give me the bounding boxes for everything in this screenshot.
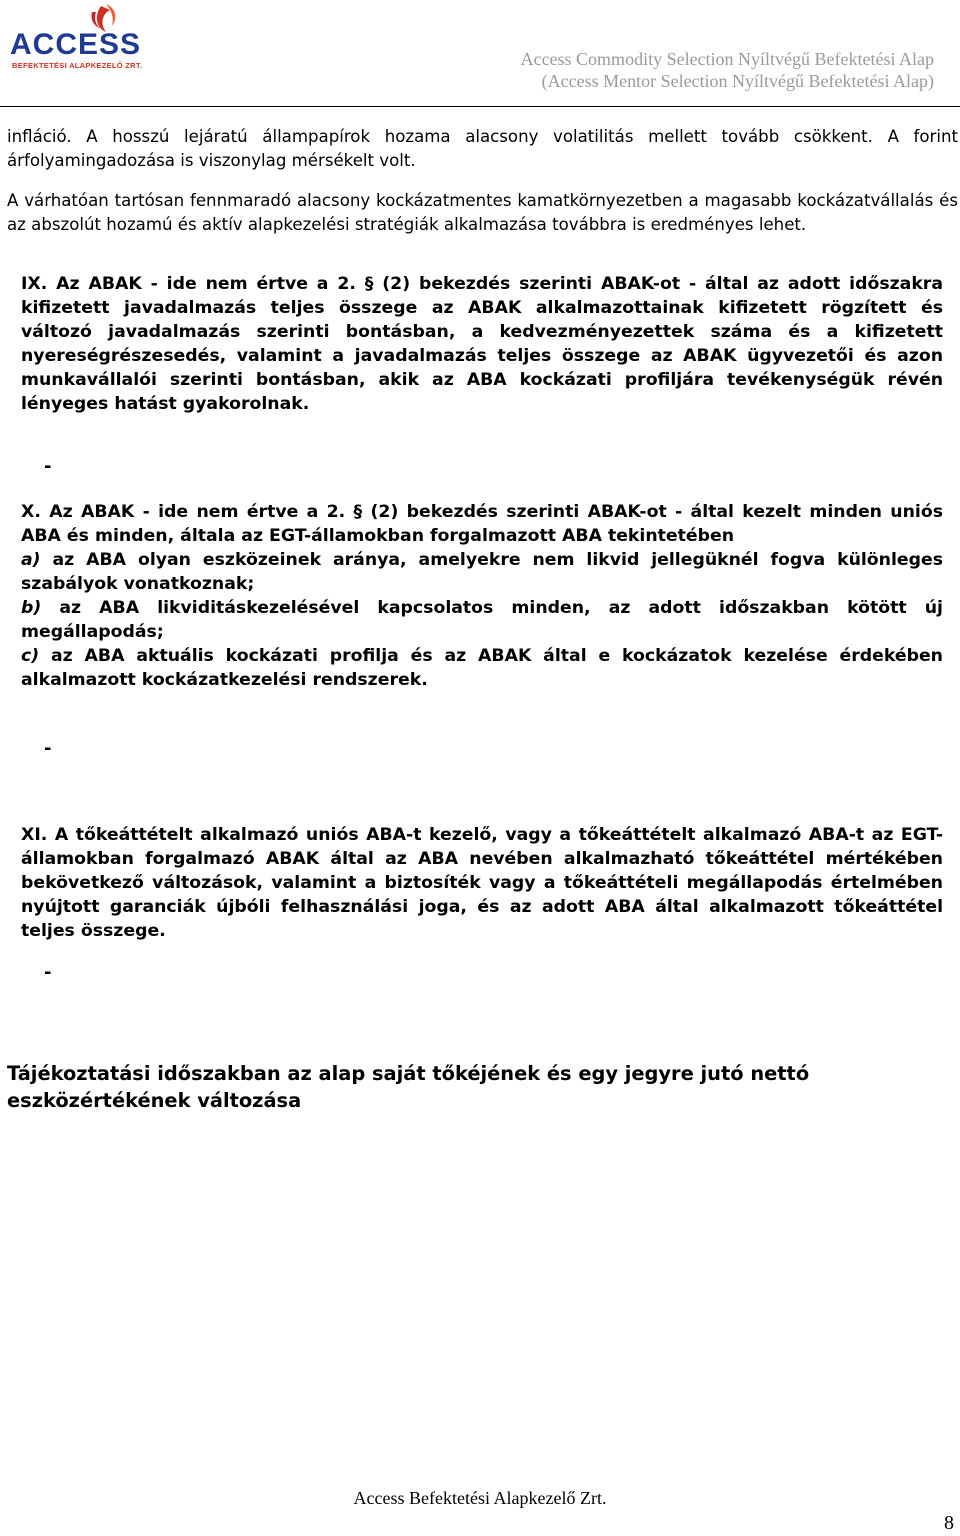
- header-titles: [521, 48, 934, 92]
- section-x-answer: -: [44, 738, 52, 759]
- section-xi: XI. A tőkeáttételt alkalmazó uniós ABA-t kezelő, vagy a tőkeáttételt alkalmazó ABA-t az EGT-államokban forgalmazó ABAK által az ABA nevében alkalmazható tőkeáttétel mértékében bekövetkező változások, valamint a biztosíték vagy a tőkeáttételi megállapodás értelmében nyújtott garanciák újbóli felhasználási joga, és az adott ABA által alkalmazott tőkeáttétel teljes összege.: [21, 825, 943, 941]
- fund-name: Access Commodity Selection Nyíltvégű Befektetési Alap: [520, 49, 934, 69]
- paragraph-inflation: infláció. A hosszú lejáratú állampapírok hozama alacsony volatilitás mellett tovább csökkent. A forint árfolyamingadozása is viszonylag mérsékelt volt.: [7, 127, 958, 170]
- paragraph-outlook: A várhatóan tartósan fennmaradó alacsony kockázatmentes kamatkörnyezetben a magasabb kockázatvállalás és az abszolút hozamú és aktív alapkezelési stratégiák alkalmazása továbbra is eredményes lehet.: [7, 191, 958, 234]
- section-ix: IX. Az ABAK - ide nem értve a 2. § (2) bekezdés szerinti ABAK-ot - által az adott időszakra kifizetett javadalmazás teljes összege az ABAK alkalmazottainak kifizetett rögzített és változó javadalmazás szerinti bontásban, a kedvezményezettek száma és a kifizetett nyereségrészesedés, valamint a javadalmazás teljes összege az ABAK ügyvezetői és azon munkavállalói szerinti bontásban, akik az ABA kockázati profiljára tevékenységük révén lényeges hatást gyakorolnak.: [21, 274, 943, 414]
- access-logo: [6, 2, 186, 74]
- section-x-c-label: c): [21, 646, 40, 666]
- footer-company: Access Befektetési Alapkezelő Zrt.: [353, 1488, 607, 1508]
- logo-wordmark: ACCESS: [10, 28, 142, 61]
- section-x-a: az ABA olyan eszközeinek aránya, amelyekre nem likvid jellegüknél fogva különleges szabályok vonatkoznak;: [21, 550, 943, 594]
- section-x-b: az ABA likviditáskezelésével kapcsolatos minden, az adott időszakban kötött új megállapodás;: [21, 598, 943, 642]
- header-divider: [0, 106, 960, 107]
- bottom-heading: Tájékoztatási időszakban az alap saját tőkéjének és egy jegyre jutó nettó eszközértékének változása: [7, 1062, 810, 1112]
- page-header: [0, 0, 960, 110]
- logo-subtitle: BEFEKTETÉSI ALAPKEZELŐ ZRT.: [12, 61, 143, 70]
- fund-former-name: (Access Mentor Selection Nyíltvégű Befektetési Alap): [541, 71, 934, 91]
- section-x-intro: X. Az ABAK - ide nem értve a 2. § (2) bekezdés szerinti ABAK-ot - által kezelt minden uniós ABA és minden, általa az EGT-államokban forgalmazott ABA tekintetében: [21, 502, 943, 546]
- page-number: 8: [944, 1512, 954, 1534]
- section-x: [21, 500, 943, 692]
- section-x-b-label: b): [21, 598, 42, 618]
- section-ix-answer: -: [44, 456, 52, 477]
- section-x-a-label: a): [21, 550, 41, 570]
- section-x-c: az ABA aktuális kockázati profilja és az ABAK által e kockázatok kezelése érdekében alkalmazott kockázatkezelési rendszerek.: [21, 646, 943, 690]
- section-xi-answer: -: [44, 962, 52, 983]
